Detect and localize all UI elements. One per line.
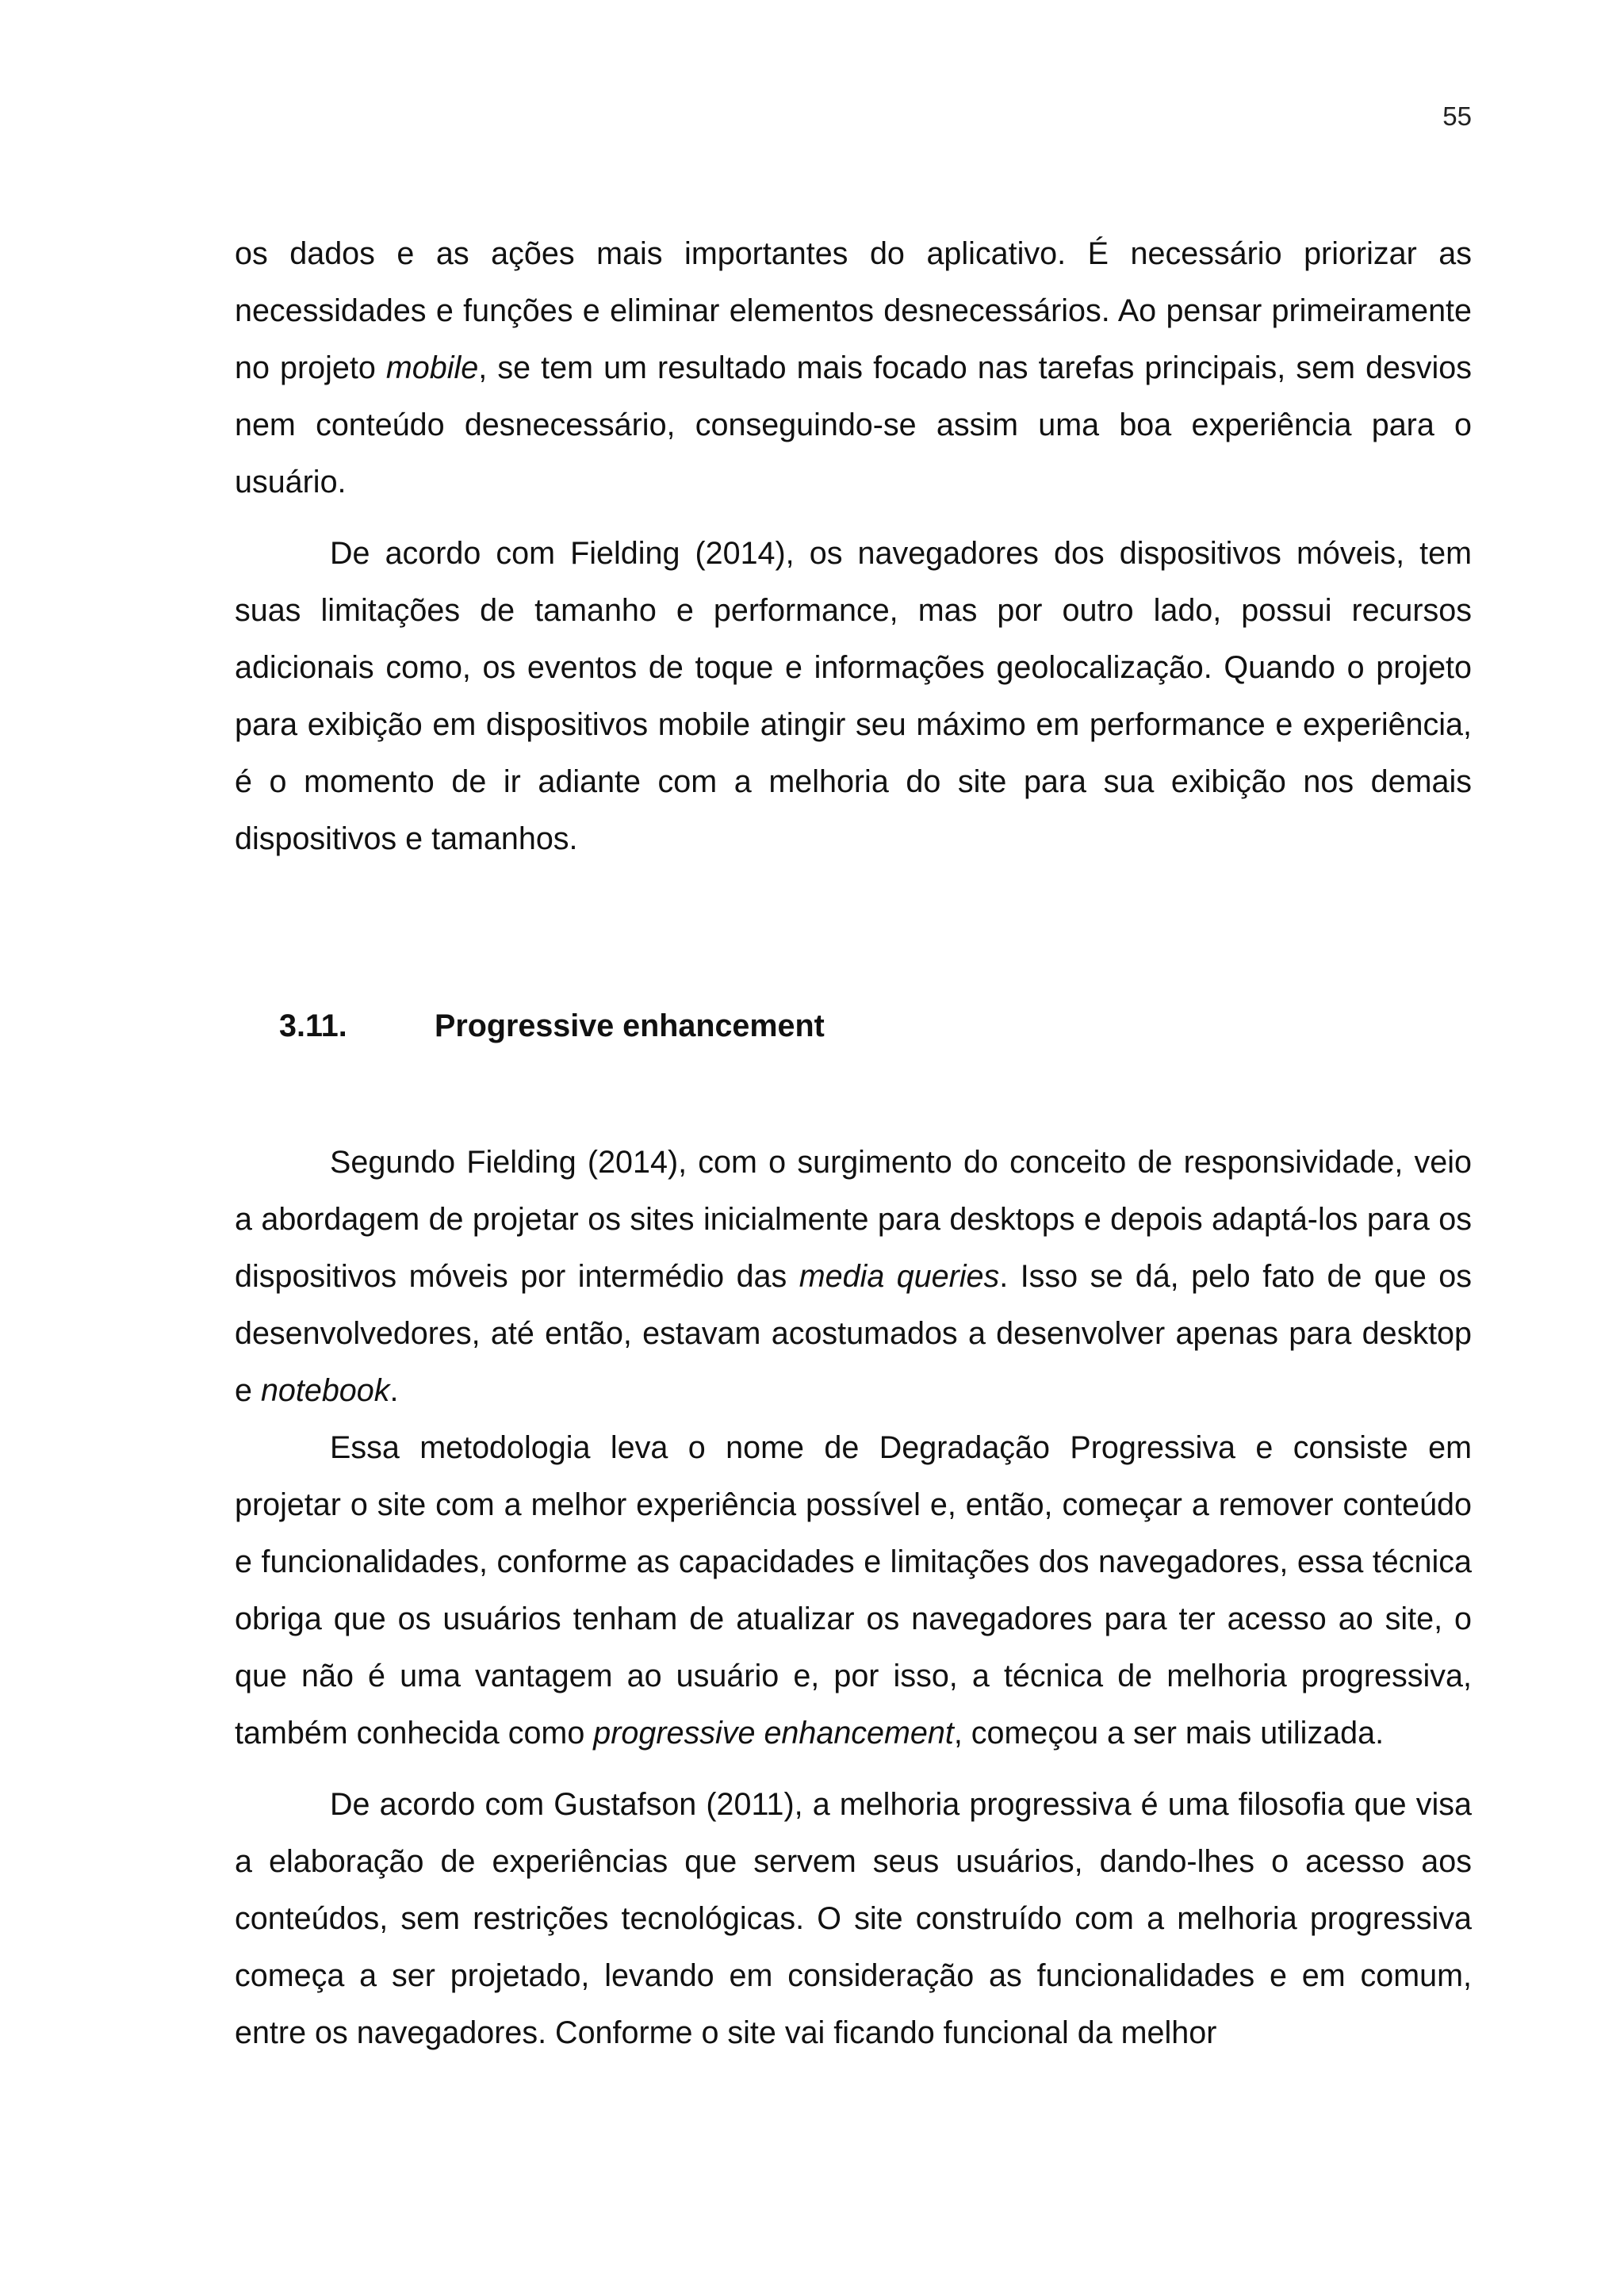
italic-term: notebook <box>260 1373 390 1408</box>
paragraph-text: , se tem um resultado mais focado nas tarefas principais, sem desvios nem conteúdo desnecessário, conseguindo-se assim uma boa experiência para o usuário. <box>235 350 1472 499</box>
paragraph-text: . Isso se dá, pelo fato de que os desenvolvedores, até então, estavam acostumados a desenvolver apenas para desktop e <box>235 1259 1472 1408</box>
section-title: Progressive enhancement <box>435 1008 825 1043</box>
section-number: 3.11. <box>279 1008 347 1043</box>
section-paragraphs <box>235 1134 1472 2061</box>
body-paragraph <box>235 1419 1472 1762</box>
page-body <box>235 225 1472 2061</box>
section-heading <box>235 997 1472 1054</box>
paragraph-text: Segundo Fielding (2014), com o surgimento do conceito de responsividade, veio a abordagem de projetar os sites inicialmente para desktops e depois adaptá-los para os dispositivos móveis por intermédio das <box>235 1145 1472 1294</box>
paragraph-text: De acordo com Gustafson (2011), a melhoria progressiva é uma filosofia que visa a elaboração de experiências que servem seus usuários, dando-lhes o acesso aos conteúdos, sem restrições tecnológicas. O site construído com a melhoria progressiva começa a ser projetado, levando em consideração as funcionalidades e em comum, entre os navegadores. Conforme o site vai ficando funcional da melhor <box>235 1787 1472 2050</box>
italic-term: media queries <box>799 1259 1000 1294</box>
paragraph-text: , começou a ser mais utilizada. <box>953 1716 1385 1751</box>
body-paragraph <box>235 525 1472 867</box>
italic-term: mobile <box>385 350 479 385</box>
body-paragraph <box>235 1776 1472 2061</box>
body-paragraph <box>235 1134 1472 1419</box>
italic-term: progressive enhancement <box>593 1716 954 1751</box>
intro-paragraphs <box>235 225 1472 867</box>
paragraph-text: os dados e as ações mais importantes do aplicativo. É necessário priorizar as necessidades e funções e eliminar elementos desnecessários. Ao pensar primeiramente no projeto <box>235 236 1472 385</box>
body-paragraph <box>235 225 1472 511</box>
page-number: 55 <box>1442 101 1472 131</box>
paragraph-text: Essa metodologia leva o nome de Degradação Progressiva e consiste em projetar o site com a melhor experiência possível e, então, começar a remover conteúdo e funcionalidades, conforme as capacidades e limitações dos navegadores, essa técnica obriga que os usuários tenham de atualizar os navegadores para ter acesso ao site, o que não é uma vantagem ao usuário e, por isso, a técnica de melhoria progressiva, também conhecida como <box>235 1430 1472 1751</box>
paragraph-text: . <box>389 1373 399 1408</box>
paragraph-text: De acordo com Fielding (2014), os navegadores dos dispositivos móveis, tem suas limitações de tamanho e performance, mas por outro lado, possui recursos adicionais como, os eventos de toque e informações geolocalização. Quando o projeto para exibição em dispositivos mobile atingir seu máximo em performance e experiência, é o momento de ir adiante com a melhoria do site para sua exibição nos demais dispositivos e tamanhos. <box>235 536 1472 856</box>
